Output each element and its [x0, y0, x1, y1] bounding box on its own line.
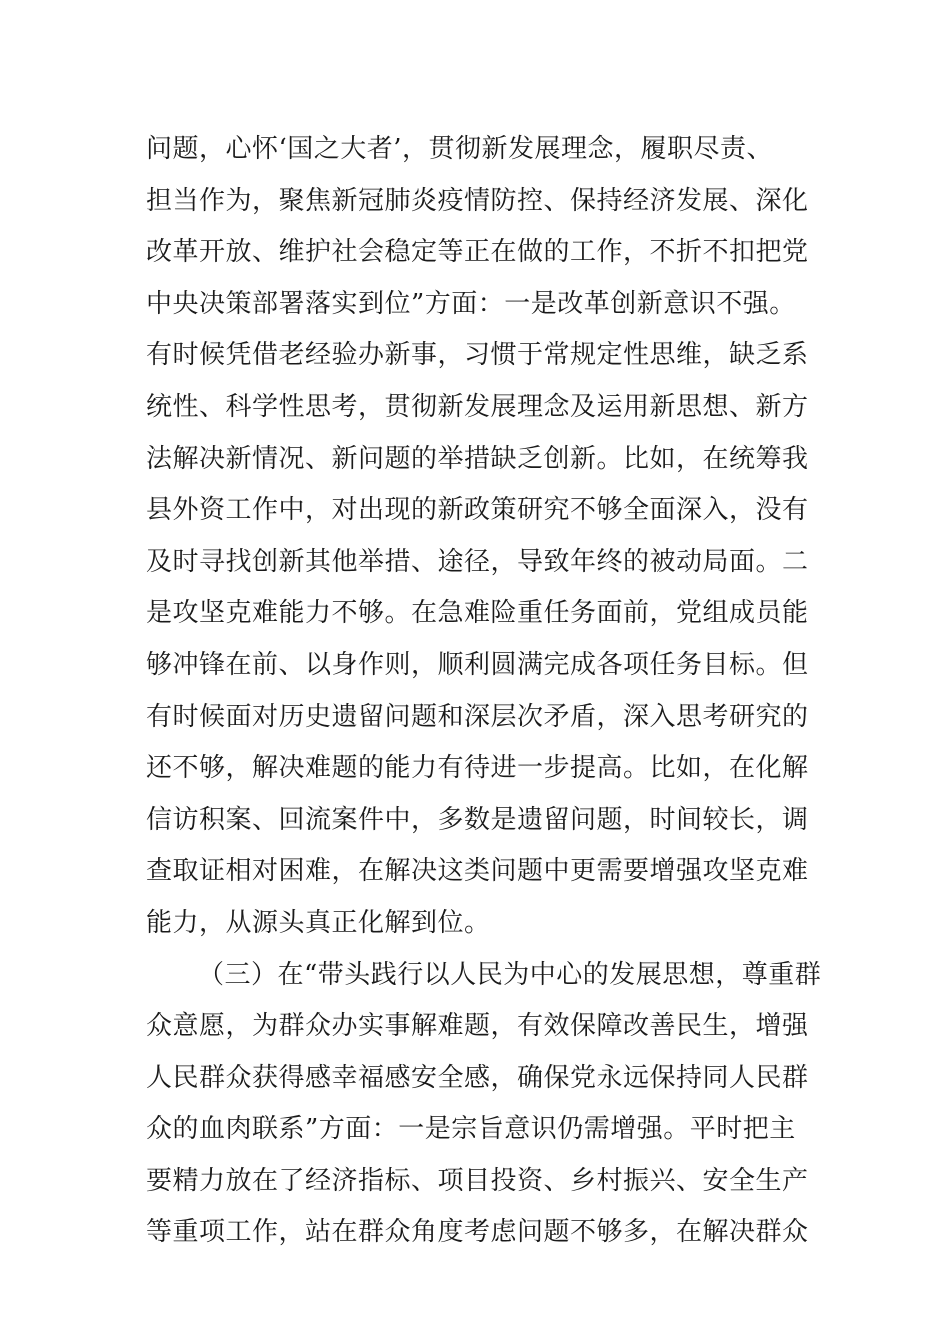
text-line: 要精力放在了经济指标、项目投资、乡村振兴、安全生产	[146, 1165, 809, 1196]
text-line: 县外资工作中，对出现的新政策研究不够全面深入，没有	[146, 495, 809, 526]
text-line: 众的血肉联系”方面：一是宗旨意识仍需增强。平时把主	[146, 1114, 796, 1145]
text-line: 信访积案、回流案件中，多数是遗留问题，时间较长，调	[146, 804, 809, 835]
text-line: 问题，心怀‘国之大者’，贯彻新发展理念，履职尽责、	[146, 134, 774, 164]
text-line: 众意愿，为群众办实事解难题，有效保障改善民生，增强	[146, 1011, 809, 1042]
text-line: 统性、科学性思考，贯彻新发展理念及运用新思想、新方	[146, 391, 809, 422]
text-line: 人民群众获得感幸福感安全感，确保党永远保持同人民群	[146, 1062, 809, 1093]
text-line: 法解决新情况、新问题的举措缺乏创新。比如，在统筹我	[146, 443, 809, 474]
text-line: 有时候凭借老经验办新事，习惯于常规定性思维，缺乏系	[146, 340, 809, 371]
text-line: 能力，从源头真正化解到位。	[146, 907, 491, 938]
text-line: 等重项工作，站在群众角度考虑问题不够多，在解决群众	[146, 1217, 809, 1248]
text-line: 有时候面对历史遗留问题和深层次矛盾，深入思考研究的	[146, 701, 809, 732]
text-line: 及时寻找创新其他举措、途径，导致年终的被动局面。二	[146, 546, 809, 577]
text-line: 是攻坚克难能力不够。在急难险重任务面前，党组成员能	[146, 598, 809, 629]
text-line: 查取证相对困难，在解决这类问题中更需要增强攻坚克难	[146, 856, 809, 887]
body-text	[146, 124, 822, 1259]
text-line: 中央决策部署落实到位”方面：一是改革创新意识不强。	[146, 288, 796, 319]
section-heading-line: （三）在“带头践行以人民为中心的发展思想，尊重群	[198, 959, 822, 990]
text-line: 够冲锋在前、以身作则，顺利圆满完成各项任务目标。但	[146, 649, 809, 680]
text-line: 担当作为，聚焦新冠肺炎疫情防控、保持经济发展、深化	[146, 185, 809, 216]
text-line: 改革开放、维护社会稳定等正在做的工作，不折不扣把党	[146, 237, 809, 268]
text-line: 还不够，解决难题的能力有待进一步提高。比如，在化解	[146, 753, 809, 784]
